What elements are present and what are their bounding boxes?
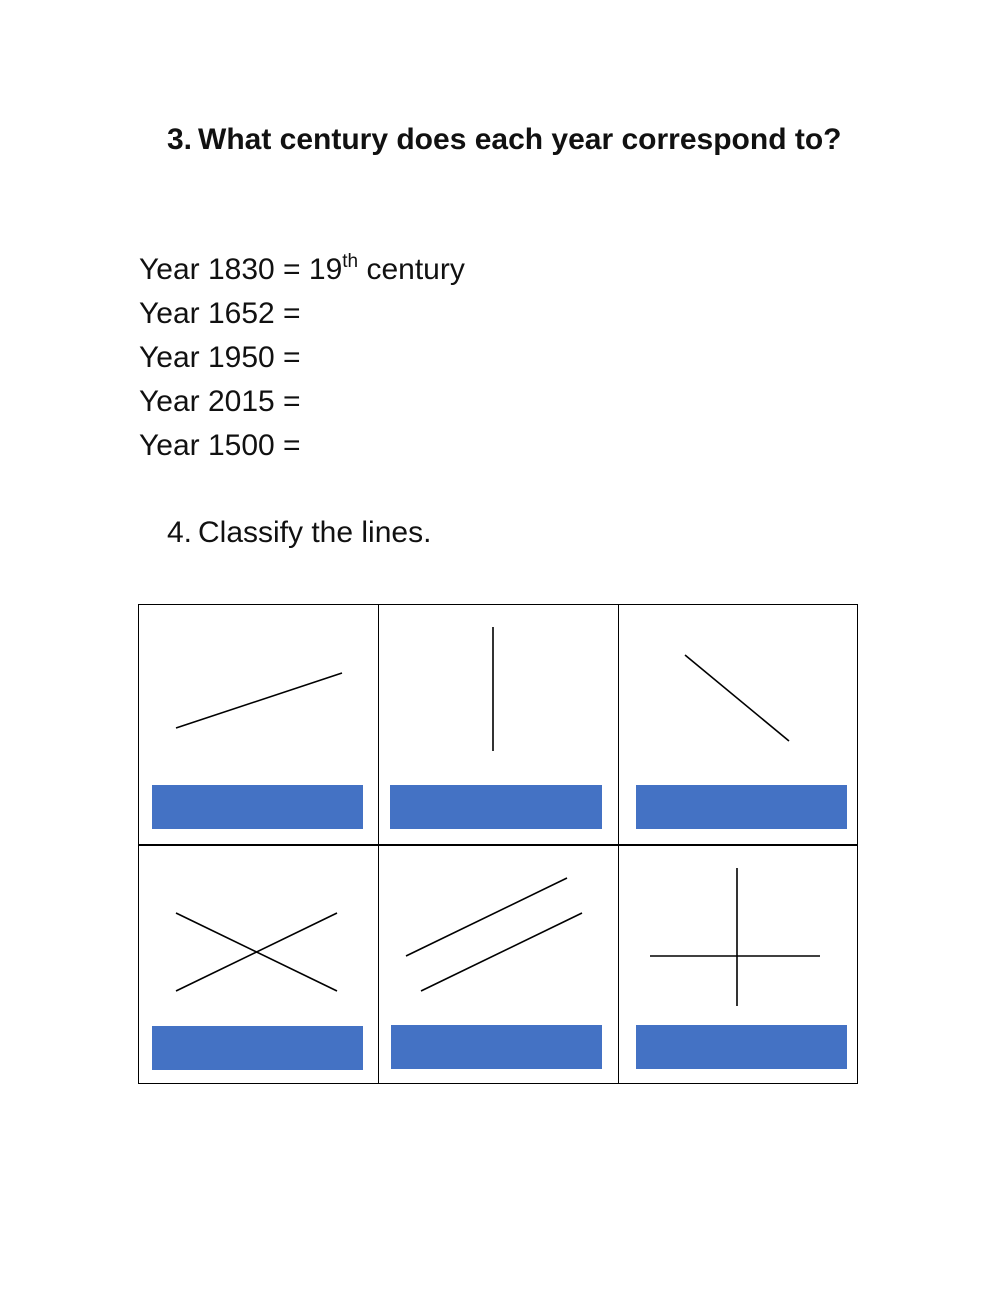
- answer-box[interactable]: [636, 1025, 847, 1069]
- year-label: Year 1652 =: [139, 297, 301, 330]
- year-line-1652: [139, 292, 465, 336]
- year-label: Year 1500 =: [139, 429, 301, 462]
- year-line-1500: [139, 424, 465, 468]
- answer-box[interactable]: [636, 785, 847, 829]
- year-answer: 19: [308, 253, 343, 286]
- table-cell: [619, 605, 859, 845]
- table-cell: [139, 605, 379, 845]
- question-4-text: Classify the lines.: [198, 516, 432, 549]
- question-4-number: 4.: [167, 516, 193, 549]
- line-classification-table: [138, 604, 858, 1084]
- ordinal-suffix: th: [342, 251, 359, 272]
- table-cell: [379, 845, 619, 1085]
- year-label: Year 1830 =: [139, 253, 309, 286]
- question-3-number: 3.: [167, 123, 193, 156]
- table-cell: [379, 605, 619, 845]
- answer-box[interactable]: [152, 1026, 363, 1070]
- table-cell: [139, 845, 379, 1085]
- table-cell: [619, 845, 859, 1085]
- intersecting-lines-icon: [139, 845, 379, 1025]
- answer-box[interactable]: [390, 785, 602, 829]
- year-label: Year 2015 =: [139, 385, 301, 418]
- year-answer-suffix: century: [358, 253, 465, 286]
- year-label: Year 1950 =: [139, 341, 301, 374]
- oblique-line-icon: [139, 605, 379, 785]
- parallel-lines-icon: [379, 845, 619, 1025]
- oblique-line-icon: [619, 605, 859, 785]
- year-line-1830: [139, 248, 465, 292]
- vertical-line-icon: [379, 605, 619, 785]
- year-line-2015: [139, 380, 465, 424]
- year-list: [139, 248, 465, 468]
- year-line-1950: [139, 336, 465, 380]
- answer-box[interactable]: [152, 785, 363, 829]
- perpendicular-lines-icon: [619, 845, 859, 1025]
- answer-box[interactable]: [391, 1025, 602, 1069]
- question-3-text: What century does each year correspond to?: [198, 123, 842, 156]
